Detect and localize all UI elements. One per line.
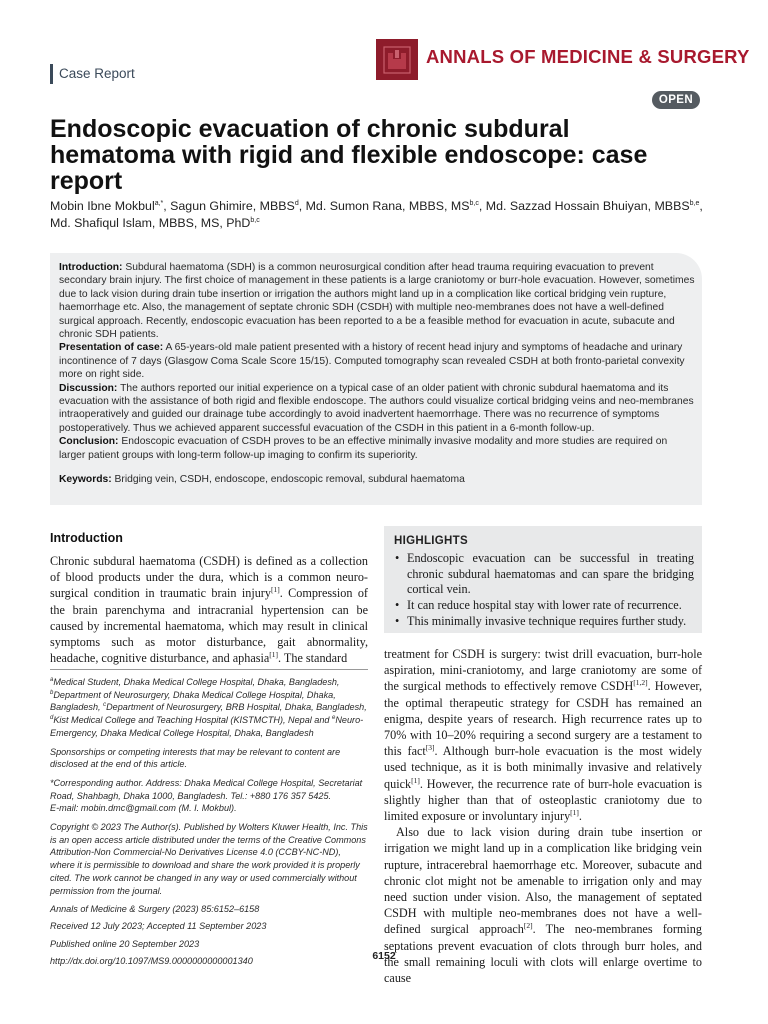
email-link[interactable]: E-mail: mobin.dmc@gmail.com (M. I. Mokbul). — [50, 803, 237, 814]
journal-logo — [376, 39, 418, 80]
author-name: Md. Sazzad Hossain Bhuiyan, MBBS — [485, 199, 690, 213]
journal-citation: Annals of Medicine & Surgery (2023) 85:6152–6158 — [50, 904, 260, 915]
section-type-label: Case Report — [50, 64, 135, 84]
author-name: Sagun Ghimire, MBBS — [170, 199, 295, 213]
abstract-keywords: Keywords: Bridging vein, CSDH, endoscope, endoscopic removal, subdural haematoma — [59, 474, 465, 486]
affiliations: $^a$Medical Student, Dhaka Medical College Hospital, Dhaka, Bangladesh, $^b$Department of Neurosurgery, Dhaka Medical College Hospital, Dhaka, Bangladesh, $^c$Department of Neurosurgery, BRB Hospital, Dhaka, Bangladesh, $^d$Kist Medical College and Teaching Hospital (KISTMCTH), Nepal and $^e$Neuro-Emergency, Dhaka Medical College Hospital, Dhaka, Bangladesh — [50, 676, 367, 738]
author-affiliation: b,e — [689, 199, 700, 207]
citation-ref[interactable]: [1,2] — [633, 678, 648, 688]
author-name: Md. Shafiqul Islam, MBBS, MS, PhD — [50, 216, 251, 230]
citation-ref[interactable]: [1] — [270, 585, 280, 595]
introduction-section — [50, 531, 368, 666]
highlights-box — [384, 526, 702, 633]
right-column-text — [384, 646, 702, 986]
citation-ref[interactable]: [1] — [269, 650, 279, 660]
body-paragraph: Chronic subdural haematoma (CSDH) is defined as a collection of blood products under the dura, which is a common neuro-surgical condition in traumatic brain injury[1]. Compression of the brain parenchyma and intracranial hypertension can be caused by incremental haematoma, which may result in clinical symptoms such as motor disturbance, gait abnormality, headache, cognitive disturbance, and aphasia[1]. The standard — [50, 554, 368, 666]
author-name: Mobin Ibne Mokbul — [50, 199, 155, 213]
received-date: Received 12 July 2023; Accepted 11 September 2023 — [50, 921, 267, 932]
citation-ref[interactable]: [1] — [411, 775, 420, 785]
abstract-discussion: Discussion: The authors reported our initial experience on a typical case of an older patient with chronic subdural haematoma and its evacuation with the assistance of both rigid and flexible endoscope. The authors could visualize cortical bridging veins and neo-membranes intraoperatively and guided our drainage tube accordingly to avoid inadvertent haemorrhage. There was no recurrence of symptoms postoperatively. Thus we achieved apparent successful evacuation of the CSDH in this patient in a 6-month follow-up. — [59, 382, 694, 434]
highlights-title: HIGHLIGHTS — [394, 535, 468, 547]
section-heading: Introduction — [50, 531, 123, 545]
body-paragraph: Also due to lack vision during drain tube insertion or irrigation we might land up in a complication like bridging vein rupture, intracerebral haemorrhage etc. Moreover, subacute and chronic clot might not be amenable to irrigation only and may need suction under vision. Also, the management of septated CSDH with multiple neo-membranes does not have a well-defined surgical approach[2]. The neo-membranes forming septations prevent evacuation of clots through burr holes, and the small remaining loculi with clots will enlarge overtime to cause — [384, 825, 702, 986]
corresponding-author: *Corresponding author. Address: Dhaka Medical College Hospital, Secretariat Road, Shahbagh, Dhaka 1000, Bangladesh. Tel.: +880 176 357 5425. E-mail: mobin.dmc@gmail.com (M. I. Mokbul). — [50, 777, 363, 814]
author-list: Mobin Ibne Mokbul$^{a,*}$, Sagun Ghimire, MBBS$^d$, Md. Sumon Rana, MBBS, MS$^{b,c}$, Md. Sazzad Hossain Bhuiyan, MBBS$^{b,e}$, Md. Shafiqul Islam, MBBS, MS, PhD$^{b,c}$ — [50, 199, 703, 230]
article-title: Endoscopic evacuation of chronic subdural hematoma with rigid and flexible endoscope: case report — [50, 115, 648, 195]
sponsorship-note: Sponsorships or competing interests that may be relevant to content are disclosed at the end of this article. — [50, 746, 341, 770]
body-paragraph: treatment for CSDH is surgery: twist drill evacuation, burr-hole aspiration, mini-craniotomy, and large craniotomy are some of the surgical methods to effectively remove CSDH[1,2]. However, the optimal therapeutic strategy for CSDH has remained an enigma, despite years of research. High recurrence rates up to 70% with 10–20% requiring a second surgery are a testament to this fact[3]. Although burr-hole evacuation is the most widely used technique, as it is both minimally invasive and relatively quick[1]. However, the recurrence rate of burr-hole evacuation is slightly higher than that of osteoplastic craniotomy due to limited exposure or involuntary injury[1]. — [384, 647, 703, 824]
bullet-icon: • — [395, 613, 400, 628]
doi-link[interactable]: http://dx.doi.org/10.1097/MS9.0000000000001340 — [50, 955, 253, 966]
highlight-item: • It can reduce hospital stay with lower rate of recurrence. — [395, 598, 682, 613]
highlight-item: • Endoscopic evacuation can be successful in treating chronic subdural haematomas and can spare the bridging cortical vein. — [395, 551, 694, 597]
page-number: 6152 — [372, 950, 396, 962]
citation-ref[interactable]: [2] — [523, 921, 533, 931]
footnotes — [50, 676, 368, 972]
bullet-icon: • — [395, 551, 400, 565]
highlight-item: • This minimally invasive technique requires further study. — [395, 613, 687, 628]
published-date: Published online 20 September 2023 — [50, 938, 200, 949]
author-affiliation: b,c — [469, 199, 479, 207]
abstract-box — [50, 253, 702, 505]
footnote-divider — [50, 669, 368, 670]
author-name: Md. Sumon Rana, MBBS, MS — [305, 199, 470, 213]
open-access-badge: OPEN — [652, 91, 700, 109]
author-affiliation: b,c — [250, 216, 260, 224]
author-affiliation: d — [294, 199, 299, 207]
abstract-conclusion: Conclusion: Endoscopic evacuation of CSDH proves to be an effective minimally invasive modality and more studies are required on larger patient groups with long-term follow-up imaging to confirm its superiority. — [59, 436, 668, 461]
bullet-icon: • — [395, 598, 400, 613]
abstract-presentation: Presentation of case: A 65-years-old male patient presented with a history of recent head injury and symptoms of headache and urinary incontinence of 7 days (Glasgow Coma Scale Score 15/15). Computed tomography scan revealed CSDH at both fronto-parietal convexity more on right side. — [59, 342, 685, 381]
highlights-list — [394, 551, 694, 630]
journal-emblem-icon — [376, 39, 418, 80]
citation-ref[interactable]: [3] — [425, 743, 435, 753]
copyright-notice: Copyright © 2023 The Author(s). Published by Wolters Kluwer Health, Inc. This is an open access article distributed under the terms of the Creative Commons Attribution-Non Commercial-No Derivatives License 4.0 (CCBY-NC-ND), where it is permissible to download and share the work provided it is properly cited. The work cannot be changed in any way or used commercially without permission from the journal. — [50, 822, 368, 896]
abstract-introduction: Introduction: Subdural haematoma (SDH) is a common neurosurgical condition after head trauma requiring evacuation to prevent secondary brain injury. The first choice of management in these patients is a large craniotomy or burr-hole evacuation. However, sometimes due to lack vision during drain tube insertion or irrigation the authors might land up in a complication like cortical bridging vein rupture, haemorrhage etc. Also, the management of septate chronic SDH (CSDH) with multiple neo-membranes does not have a well-defined surgical approach. Recently, endoscopic evacuation has been reported to a be a feasible method for evacuation in acute, subacute and chronic SDH patients. — [59, 262, 695, 341]
citation-ref[interactable]: [1] — [570, 807, 579, 817]
author-affiliation: a,* — [154, 199, 164, 207]
journal-name: ANNALS OF MEDICINE & SURGERY — [426, 46, 750, 67]
